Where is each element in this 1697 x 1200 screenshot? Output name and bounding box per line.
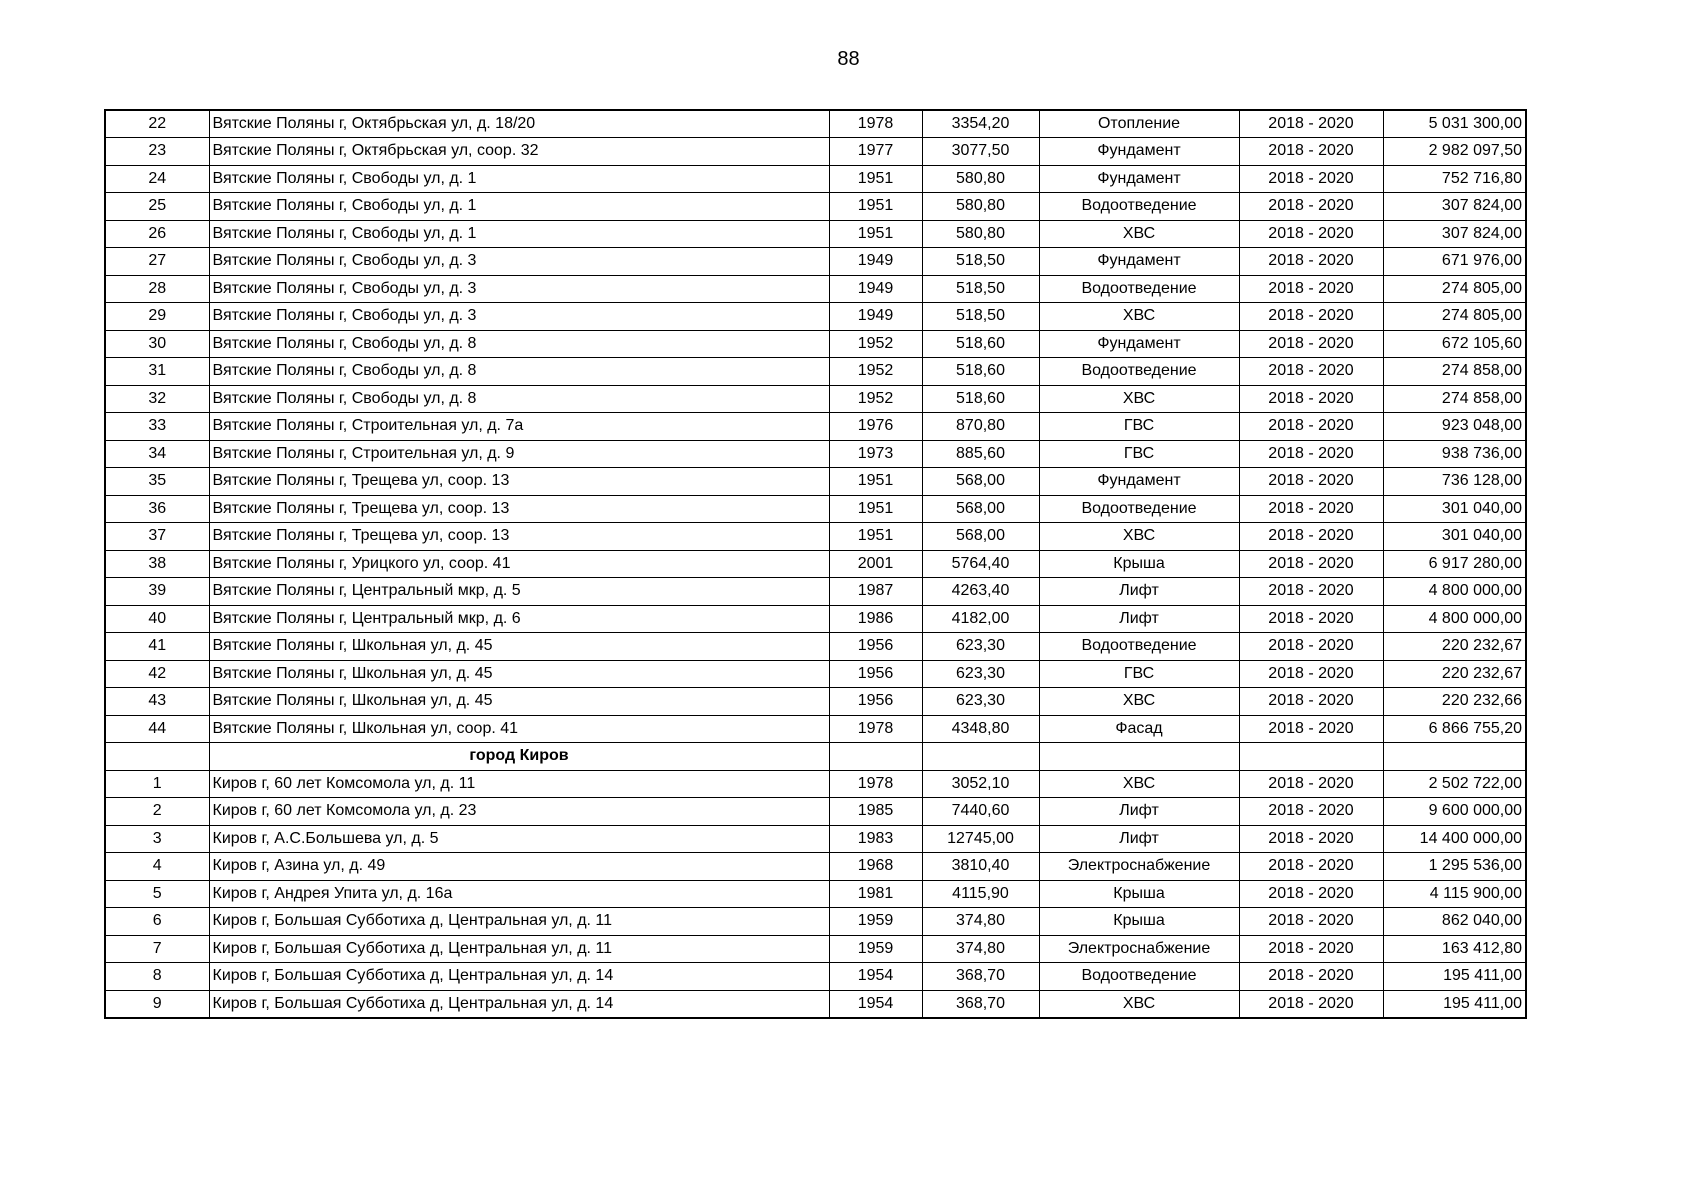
work-type-cell: Электроснабжение (1039, 853, 1239, 881)
empty-cell (105, 743, 209, 771)
housing-repair-table (104, 109, 1527, 1019)
row-number-cell: 5 (105, 880, 209, 908)
row-number-cell: 3 (105, 825, 209, 853)
period-cell: 2018 - 2020 (1239, 275, 1383, 303)
table-row (105, 193, 1526, 221)
work-type-cell: Лифт (1039, 578, 1239, 606)
table-row (105, 275, 1526, 303)
table-row (105, 220, 1526, 248)
work-type-cell: Фундамент (1039, 468, 1239, 496)
cost-cell: 220 232,67 (1383, 633, 1526, 661)
work-type-cell: Электроснабжение (1039, 935, 1239, 963)
address-cell: Вятские Поляны г, Трещева ул, соор. 13 (209, 468, 829, 496)
table-row (105, 853, 1526, 881)
row-number-cell: 25 (105, 193, 209, 221)
area-cell: 374,80 (922, 935, 1039, 963)
row-number-cell: 39 (105, 578, 209, 606)
row-number-cell: 26 (105, 220, 209, 248)
area-cell: 518,50 (922, 248, 1039, 276)
table-row (105, 468, 1526, 496)
area-cell: 580,80 (922, 220, 1039, 248)
table-row (105, 990, 1526, 1018)
build-year-cell: 2001 (829, 550, 922, 578)
build-year-cell: 1981 (829, 880, 922, 908)
area-cell: 518,60 (922, 385, 1039, 413)
table-row (105, 303, 1526, 331)
table-row (105, 605, 1526, 633)
row-number-cell: 8 (105, 963, 209, 991)
build-year-cell: 1951 (829, 468, 922, 496)
cost-cell: 274 858,00 (1383, 385, 1526, 413)
table-row (105, 165, 1526, 193)
work-type-cell: Фундамент (1039, 248, 1239, 276)
address-cell: Вятские Поляны г, Октябрьская ул, соор. 32 (209, 138, 829, 166)
cost-cell: 672 105,60 (1383, 330, 1526, 358)
address-cell: Вятские Поляны г, Строительная ул, д. 7а (209, 413, 829, 441)
cost-cell: 6 917 280,00 (1383, 550, 1526, 578)
build-year-cell: 1986 (829, 605, 922, 633)
work-type-cell: Водоотведение (1039, 633, 1239, 661)
address-cell: Вятские Поляны г, Школьная ул, д. 45 (209, 633, 829, 661)
build-year-cell: 1956 (829, 660, 922, 688)
row-number-cell: 33 (105, 413, 209, 441)
cost-cell: 1 295 536,00 (1383, 853, 1526, 881)
build-year-cell: 1951 (829, 165, 922, 193)
area-cell: 518,60 (922, 330, 1039, 358)
period-cell: 2018 - 2020 (1239, 853, 1383, 881)
address-cell: Вятские Поляны г, Свободы ул, д. 1 (209, 165, 829, 193)
empty-cell (1039, 743, 1239, 771)
area-cell: 3354,20 (922, 110, 1039, 138)
row-number-cell: 23 (105, 138, 209, 166)
cost-cell: 274 858,00 (1383, 358, 1526, 386)
row-number-cell: 9 (105, 990, 209, 1018)
row-number-cell: 4 (105, 853, 209, 881)
work-type-cell: ХВС (1039, 523, 1239, 551)
work-type-cell: Водоотведение (1039, 963, 1239, 991)
section-title: город Киров (209, 743, 829, 771)
area-cell: 3810,40 (922, 853, 1039, 881)
work-type-cell: Фундамент (1039, 138, 1239, 166)
work-type-cell: Лифт (1039, 605, 1239, 633)
cost-cell: 923 048,00 (1383, 413, 1526, 441)
build-year-cell: 1954 (829, 963, 922, 991)
cost-cell: 195 411,00 (1383, 990, 1526, 1018)
table-row (105, 963, 1526, 991)
period-cell: 2018 - 2020 (1239, 660, 1383, 688)
cost-cell: 14 400 000,00 (1383, 825, 1526, 853)
build-year-cell: 1956 (829, 688, 922, 716)
address-cell: Вятские Поляны г, Свободы ул, д. 1 (209, 193, 829, 221)
cost-cell: 220 232,66 (1383, 688, 1526, 716)
address-cell: Киров г, Андрея Упита ул, д. 16а (209, 880, 829, 908)
area-cell: 623,30 (922, 688, 1039, 716)
address-cell: Вятские Поляны г, Трещева ул, соор. 13 (209, 523, 829, 551)
work-type-cell: ХВС (1039, 770, 1239, 798)
period-cell: 2018 - 2020 (1239, 303, 1383, 331)
area-cell: 4115,90 (922, 880, 1039, 908)
row-number-cell: 37 (105, 523, 209, 551)
work-type-cell: ХВС (1039, 990, 1239, 1018)
address-cell: Вятские Поляны г, Центральный мкр, д. 6 (209, 605, 829, 633)
table-body (105, 110, 1526, 1018)
period-cell: 2018 - 2020 (1239, 798, 1383, 826)
build-year-cell: 1956 (829, 633, 922, 661)
table-row (105, 440, 1526, 468)
address-cell: Киров г, 60 лет Комсомола ул, д. 23 (209, 798, 829, 826)
build-year-cell: 1954 (829, 990, 922, 1018)
cost-cell: 163 412,80 (1383, 935, 1526, 963)
build-year-cell: 1985 (829, 798, 922, 826)
table-row (105, 495, 1526, 523)
period-cell: 2018 - 2020 (1239, 715, 1383, 743)
area-cell: 3077,50 (922, 138, 1039, 166)
cost-cell: 274 805,00 (1383, 275, 1526, 303)
table-row (105, 138, 1526, 166)
address-cell: Киров г, Большая Субботиха д, Центральная ул, д. 11 (209, 935, 829, 963)
row-number-cell: 43 (105, 688, 209, 716)
period-cell: 2018 - 2020 (1239, 468, 1383, 496)
build-year-cell: 1978 (829, 110, 922, 138)
build-year-cell: 1983 (829, 825, 922, 853)
table-row (105, 825, 1526, 853)
period-cell: 2018 - 2020 (1239, 440, 1383, 468)
address-cell: Вятские Поляны г, Свободы ул, д. 8 (209, 358, 829, 386)
work-type-cell: Водоотведение (1039, 358, 1239, 386)
cost-cell: 938 736,00 (1383, 440, 1526, 468)
build-year-cell: 1951 (829, 193, 922, 221)
work-type-cell: Фундамент (1039, 165, 1239, 193)
period-cell: 2018 - 2020 (1239, 770, 1383, 798)
area-cell: 7440,60 (922, 798, 1039, 826)
table-row (105, 110, 1526, 138)
area-cell: 4263,40 (922, 578, 1039, 606)
work-type-cell: ГВС (1039, 440, 1239, 468)
cost-cell: 4 115 900,00 (1383, 880, 1526, 908)
work-type-cell: Крыша (1039, 550, 1239, 578)
cost-cell: 4 800 000,00 (1383, 578, 1526, 606)
area-cell: 518,50 (922, 275, 1039, 303)
build-year-cell: 1977 (829, 138, 922, 166)
cost-cell: 5 031 300,00 (1383, 110, 1526, 138)
address-cell: Киров г, Большая Субботиха д, Центральная ул, д. 14 (209, 990, 829, 1018)
address-cell: Киров г, 60 лет Комсомола ул, д. 11 (209, 770, 829, 798)
work-type-cell: ГВС (1039, 413, 1239, 441)
area-cell: 12745,00 (922, 825, 1039, 853)
build-year-cell: 1976 (829, 413, 922, 441)
row-number-cell: 6 (105, 908, 209, 936)
empty-cell (829, 743, 922, 771)
area-cell: 580,80 (922, 165, 1039, 193)
work-type-cell: Крыша (1039, 908, 1239, 936)
table-row (105, 413, 1526, 441)
address-cell: Вятские Поляны г, Школьная ул, соор. 41 (209, 715, 829, 743)
address-cell: Вятские Поляны г, Свободы ул, д. 3 (209, 303, 829, 331)
row-number-cell: 27 (105, 248, 209, 276)
table-row (105, 880, 1526, 908)
period-cell: 2018 - 2020 (1239, 495, 1383, 523)
period-cell: 2018 - 2020 (1239, 935, 1383, 963)
build-year-cell: 1951 (829, 523, 922, 551)
row-number-cell: 36 (105, 495, 209, 523)
period-cell: 2018 - 2020 (1239, 880, 1383, 908)
row-number-cell: 2 (105, 798, 209, 826)
table-row (105, 248, 1526, 276)
work-type-cell: Крыша (1039, 880, 1239, 908)
cost-cell: 862 040,00 (1383, 908, 1526, 936)
work-type-cell: Фасад (1039, 715, 1239, 743)
build-year-cell: 1949 (829, 275, 922, 303)
work-type-cell: Фундамент (1039, 330, 1239, 358)
cost-cell: 307 824,00 (1383, 193, 1526, 221)
period-cell: 2018 - 2020 (1239, 138, 1383, 166)
address-cell: Вятские Поляны г, Свободы ул, д. 8 (209, 330, 829, 358)
work-type-cell: Лифт (1039, 798, 1239, 826)
area-cell: 568,00 (922, 468, 1039, 496)
area-cell: 623,30 (922, 633, 1039, 661)
table-row (105, 550, 1526, 578)
area-cell: 4348,80 (922, 715, 1039, 743)
table-row (105, 715, 1526, 743)
address-cell: Киров г, Большая Субботиха д, Центральная ул, д. 11 (209, 908, 829, 936)
build-year-cell: 1959 (829, 935, 922, 963)
build-year-cell: 1949 (829, 303, 922, 331)
table-row (105, 798, 1526, 826)
address-cell: Вятские Поляны г, Центральный мкр, д. 5 (209, 578, 829, 606)
cost-cell: 736 128,00 (1383, 468, 1526, 496)
area-cell: 368,70 (922, 990, 1039, 1018)
period-cell: 2018 - 2020 (1239, 413, 1383, 441)
period-cell: 2018 - 2020 (1239, 193, 1383, 221)
empty-cell (922, 743, 1039, 771)
build-year-cell: 1952 (829, 385, 922, 413)
area-cell: 4182,00 (922, 605, 1039, 633)
row-number-cell: 29 (105, 303, 209, 331)
area-cell: 518,60 (922, 358, 1039, 386)
area-cell: 580,80 (922, 193, 1039, 221)
table-row (105, 633, 1526, 661)
row-number-cell: 42 (105, 660, 209, 688)
cost-cell: 4 800 000,00 (1383, 605, 1526, 633)
cost-cell: 307 824,00 (1383, 220, 1526, 248)
table-row (105, 330, 1526, 358)
area-cell: 885,60 (922, 440, 1039, 468)
address-cell: Вятские Поляны г, Свободы ул, д. 3 (209, 248, 829, 276)
cost-cell: 195 411,00 (1383, 963, 1526, 991)
row-number-cell: 38 (105, 550, 209, 578)
table-row (105, 908, 1526, 936)
build-year-cell: 1952 (829, 330, 922, 358)
cost-cell: 6 866 755,20 (1383, 715, 1526, 743)
page-number: 88 (837, 48, 860, 70)
row-number-cell: 44 (105, 715, 209, 743)
address-cell: Вятские Поляны г, Урицкого ул, соор. 41 (209, 550, 829, 578)
period-cell: 2018 - 2020 (1239, 963, 1383, 991)
address-cell: Вятские Поляны г, Свободы ул, д. 8 (209, 385, 829, 413)
period-cell: 2018 - 2020 (1239, 550, 1383, 578)
period-cell: 2018 - 2020 (1239, 605, 1383, 633)
row-number-cell: 1 (105, 770, 209, 798)
cost-cell: 9 600 000,00 (1383, 798, 1526, 826)
address-cell: Киров г, Азина ул, д. 49 (209, 853, 829, 881)
period-cell: 2018 - 2020 (1239, 248, 1383, 276)
build-year-cell: 1978 (829, 770, 922, 798)
cost-cell: 752 716,80 (1383, 165, 1526, 193)
area-cell: 623,30 (922, 660, 1039, 688)
period-cell: 2018 - 2020 (1239, 633, 1383, 661)
build-year-cell: 1973 (829, 440, 922, 468)
area-cell: 368,70 (922, 963, 1039, 991)
build-year-cell: 1978 (829, 715, 922, 743)
row-number-cell: 31 (105, 358, 209, 386)
work-type-cell: ГВС (1039, 660, 1239, 688)
address-cell: Вятские Поляны г, Трещева ул, соор. 13 (209, 495, 829, 523)
address-cell: Вятские Поляны г, Школьная ул, д. 45 (209, 660, 829, 688)
work-type-cell: Водоотведение (1039, 275, 1239, 303)
table-row (105, 578, 1526, 606)
row-number-cell: 40 (105, 605, 209, 633)
period-cell: 2018 - 2020 (1239, 330, 1383, 358)
area-cell: 568,00 (922, 523, 1039, 551)
row-number-cell: 28 (105, 275, 209, 303)
row-number-cell: 7 (105, 935, 209, 963)
build-year-cell: 1949 (829, 248, 922, 276)
area-cell: 518,50 (922, 303, 1039, 331)
empty-cell (1383, 743, 1526, 771)
work-type-cell: ХВС (1039, 688, 1239, 716)
period-cell: 2018 - 2020 (1239, 578, 1383, 606)
table-row (105, 688, 1526, 716)
cost-cell: 220 232,67 (1383, 660, 1526, 688)
period-cell: 2018 - 2020 (1239, 220, 1383, 248)
row-number-cell: 41 (105, 633, 209, 661)
period-cell: 2018 - 2020 (1239, 990, 1383, 1018)
cost-cell: 2 502 722,00 (1383, 770, 1526, 798)
period-cell: 2018 - 2020 (1239, 908, 1383, 936)
work-type-cell: Лифт (1039, 825, 1239, 853)
address-cell: Вятские Поляны г, Свободы ул, д. 1 (209, 220, 829, 248)
period-cell: 2018 - 2020 (1239, 825, 1383, 853)
table-row (105, 523, 1526, 551)
work-type-cell: ХВС (1039, 220, 1239, 248)
build-year-cell: 1952 (829, 358, 922, 386)
row-number-cell: 35 (105, 468, 209, 496)
row-number-cell: 34 (105, 440, 209, 468)
cost-cell: 301 040,00 (1383, 495, 1526, 523)
period-cell: 2018 - 2020 (1239, 385, 1383, 413)
period-cell: 2018 - 2020 (1239, 358, 1383, 386)
section-header-row (105, 743, 1526, 771)
cost-cell: 671 976,00 (1383, 248, 1526, 276)
table-row (105, 358, 1526, 386)
cost-cell: 274 805,00 (1383, 303, 1526, 331)
period-cell: 2018 - 2020 (1239, 110, 1383, 138)
period-cell: 2018 - 2020 (1239, 688, 1383, 716)
area-cell: 5764,40 (922, 550, 1039, 578)
work-type-cell: ХВС (1039, 385, 1239, 413)
address-cell: Киров г, А.С.Большева ул, д. 5 (209, 825, 829, 853)
period-cell: 2018 - 2020 (1239, 165, 1383, 193)
build-year-cell: 1951 (829, 495, 922, 523)
table-row (105, 935, 1526, 963)
area-cell: 870,80 (922, 413, 1039, 441)
table-row (105, 770, 1526, 798)
row-number-cell: 30 (105, 330, 209, 358)
row-number-cell: 24 (105, 165, 209, 193)
build-year-cell: 1951 (829, 220, 922, 248)
work-type-cell: ХВС (1039, 303, 1239, 331)
address-cell: Вятские Поляны г, Октябрьская ул, д. 18/20 (209, 110, 829, 138)
address-cell: Вятские Поляны г, Школьная ул, д. 45 (209, 688, 829, 716)
work-type-cell: Водоотведение (1039, 495, 1239, 523)
address-cell: Вятские Поляны г, Свободы ул, д. 3 (209, 275, 829, 303)
cost-cell: 2 982 097,50 (1383, 138, 1526, 166)
build-year-cell: 1968 (829, 853, 922, 881)
table-row (105, 660, 1526, 688)
work-type-cell: Отопление (1039, 110, 1239, 138)
empty-cell (1239, 743, 1383, 771)
build-year-cell: 1959 (829, 908, 922, 936)
area-cell: 3052,10 (922, 770, 1039, 798)
build-year-cell: 1987 (829, 578, 922, 606)
cost-cell: 301 040,00 (1383, 523, 1526, 551)
area-cell: 374,80 (922, 908, 1039, 936)
row-number-cell: 22 (105, 110, 209, 138)
work-type-cell: Водоотведение (1039, 193, 1239, 221)
row-number-cell: 32 (105, 385, 209, 413)
table-row (105, 385, 1526, 413)
address-cell: Киров г, Большая Субботиха д, Центральная ул, д. 14 (209, 963, 829, 991)
period-cell: 2018 - 2020 (1239, 523, 1383, 551)
area-cell: 568,00 (922, 495, 1039, 523)
address-cell: Вятские Поляны г, Строительная ул, д. 9 (209, 440, 829, 468)
